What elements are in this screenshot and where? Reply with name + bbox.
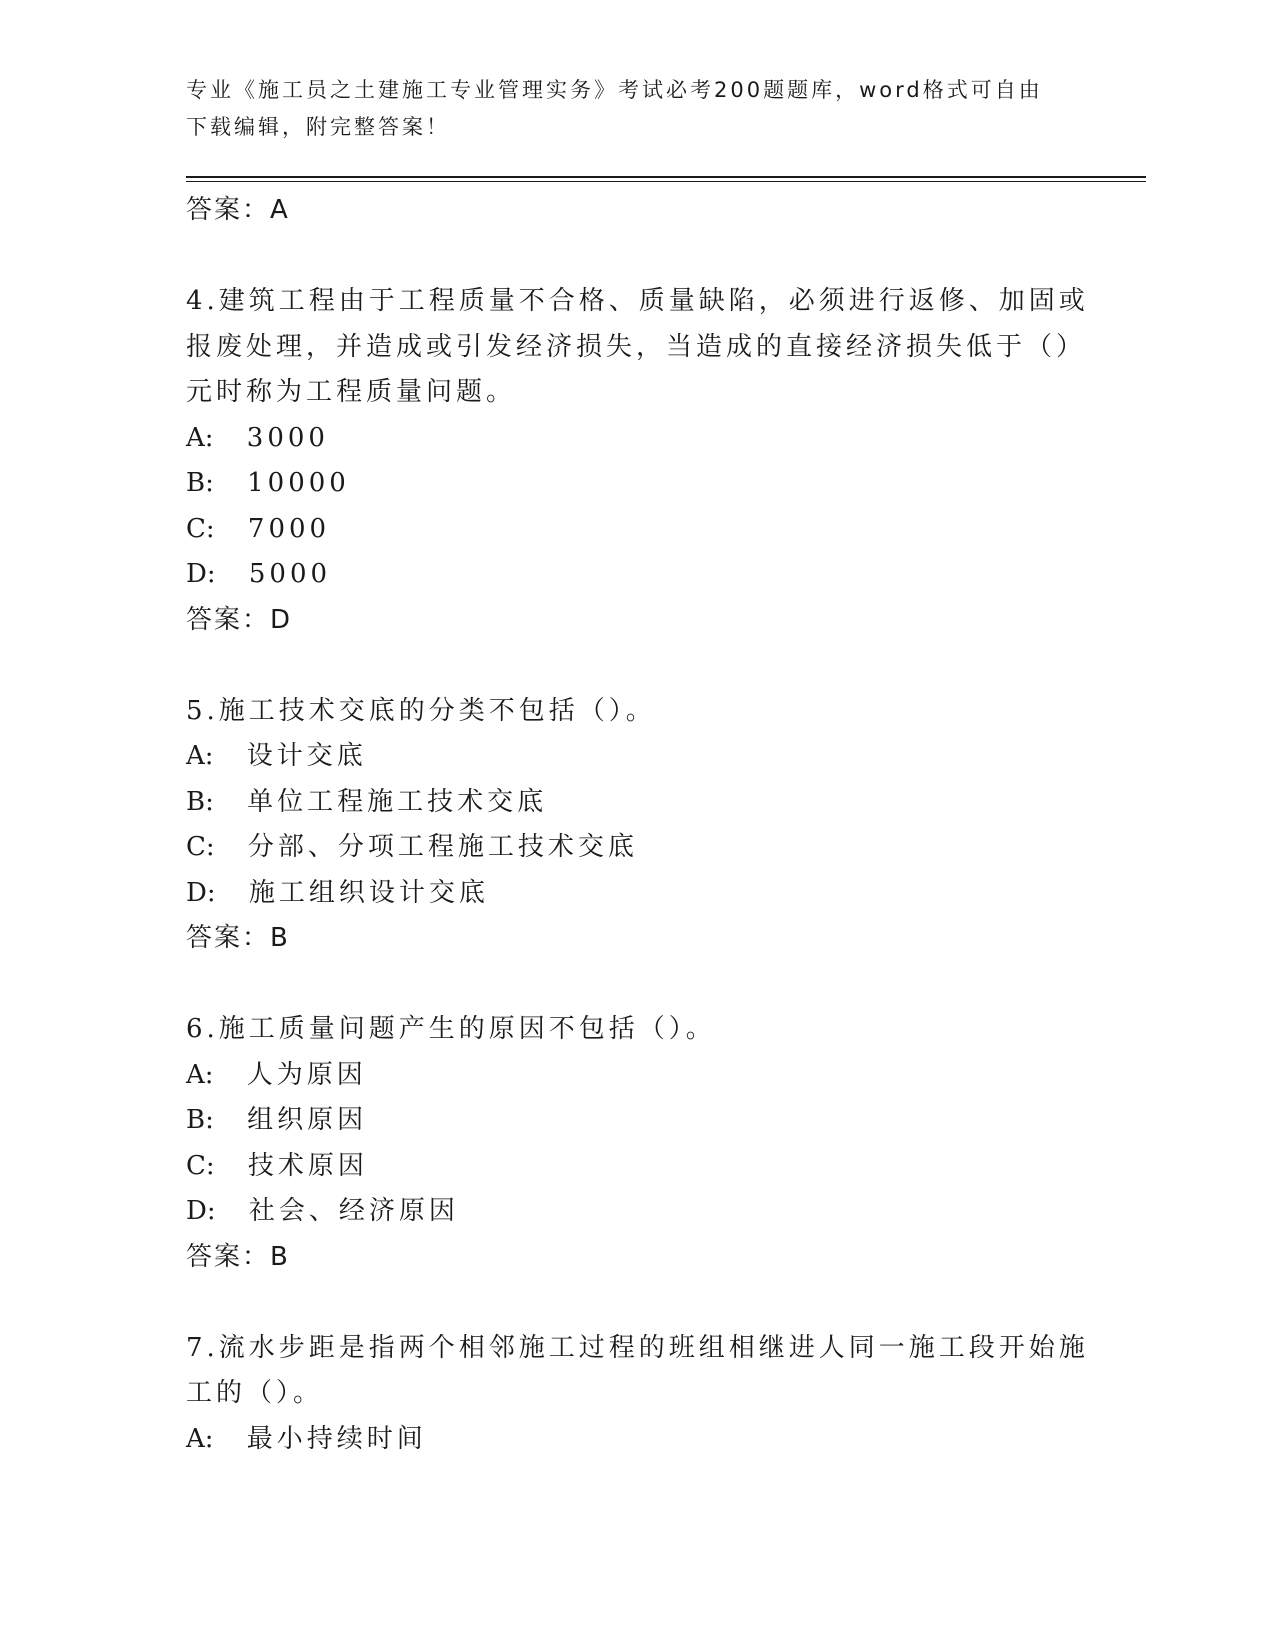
option-c: C: 技术原因	[186, 1150, 368, 1181]
answer-line: 答案：D	[186, 604, 293, 635]
header-divider-thin	[186, 181, 1146, 182]
option-a: A: 人为原因	[186, 1059, 367, 1090]
question-stem-line: 工的（）。	[186, 1378, 324, 1408]
option-b: B: 单位工程施工技术交底	[186, 786, 548, 817]
option-c: C: 7000	[186, 513, 331, 544]
option-a: A: 最小持续时间	[186, 1423, 427, 1454]
answer-line: 答案：B	[186, 923, 290, 953]
option-a: A: 设计交底	[186, 741, 367, 771]
option-d: D: 5000	[186, 559, 332, 589]
question-stem-line: 6.施工质量问题产生的原因不包括（）。	[186, 1014, 716, 1044]
header-line: 专业《施工员之土建施工专业管理实务》考试必考200题题库，word格式可自由	[186, 78, 1043, 102]
option-b: B: 组织原因	[186, 1105, 368, 1135]
question-block	[186, 1007, 1066, 1280]
question-block	[186, 279, 1089, 643]
question-stem-line: 元时称为工程质量问题。	[186, 377, 517, 407]
question-block	[186, 689, 1066, 962]
question-stem-line: 7.流水步距是指两个相邻施工过程的班组相继进人同一施工段开始施	[186, 1332, 1089, 1363]
document-header	[186, 72, 1086, 146]
question-stem-line: 4.建筑工程由于工程质量不合格、质量缺陷，必须进行返修、加固或	[186, 286, 1089, 316]
option-b: B: 10000	[186, 468, 350, 498]
question-stem-line: 报废处理，并造成或引发经济损失，当造成的直接经济损失低于（）	[186, 331, 1087, 362]
spacer	[186, 962, 1066, 1008]
option-c: C: 分部、分项工程施工技术交底	[186, 832, 638, 862]
option-d: D: 社会、经济原因	[186, 1196, 459, 1226]
header-divider-thick	[186, 176, 1146, 178]
spacer	[186, 643, 1066, 689]
question-list	[186, 188, 1089, 1462]
option-a: A: 3000	[186, 422, 329, 453]
header-line: 下载编辑，附完整答案！	[186, 115, 450, 139]
spacer	[186, 1280, 1066, 1326]
question-stem-line: 5.施工技术交底的分类不包括（）。	[186, 695, 656, 726]
option-d: D: 施工组织设计交底	[186, 877, 489, 908]
previous-answer: 答案：A	[186, 195, 290, 225]
spacer	[186, 234, 1066, 280]
question-block	[186, 1326, 1089, 1463]
answer-line: 答案：B	[186, 1241, 290, 1272]
